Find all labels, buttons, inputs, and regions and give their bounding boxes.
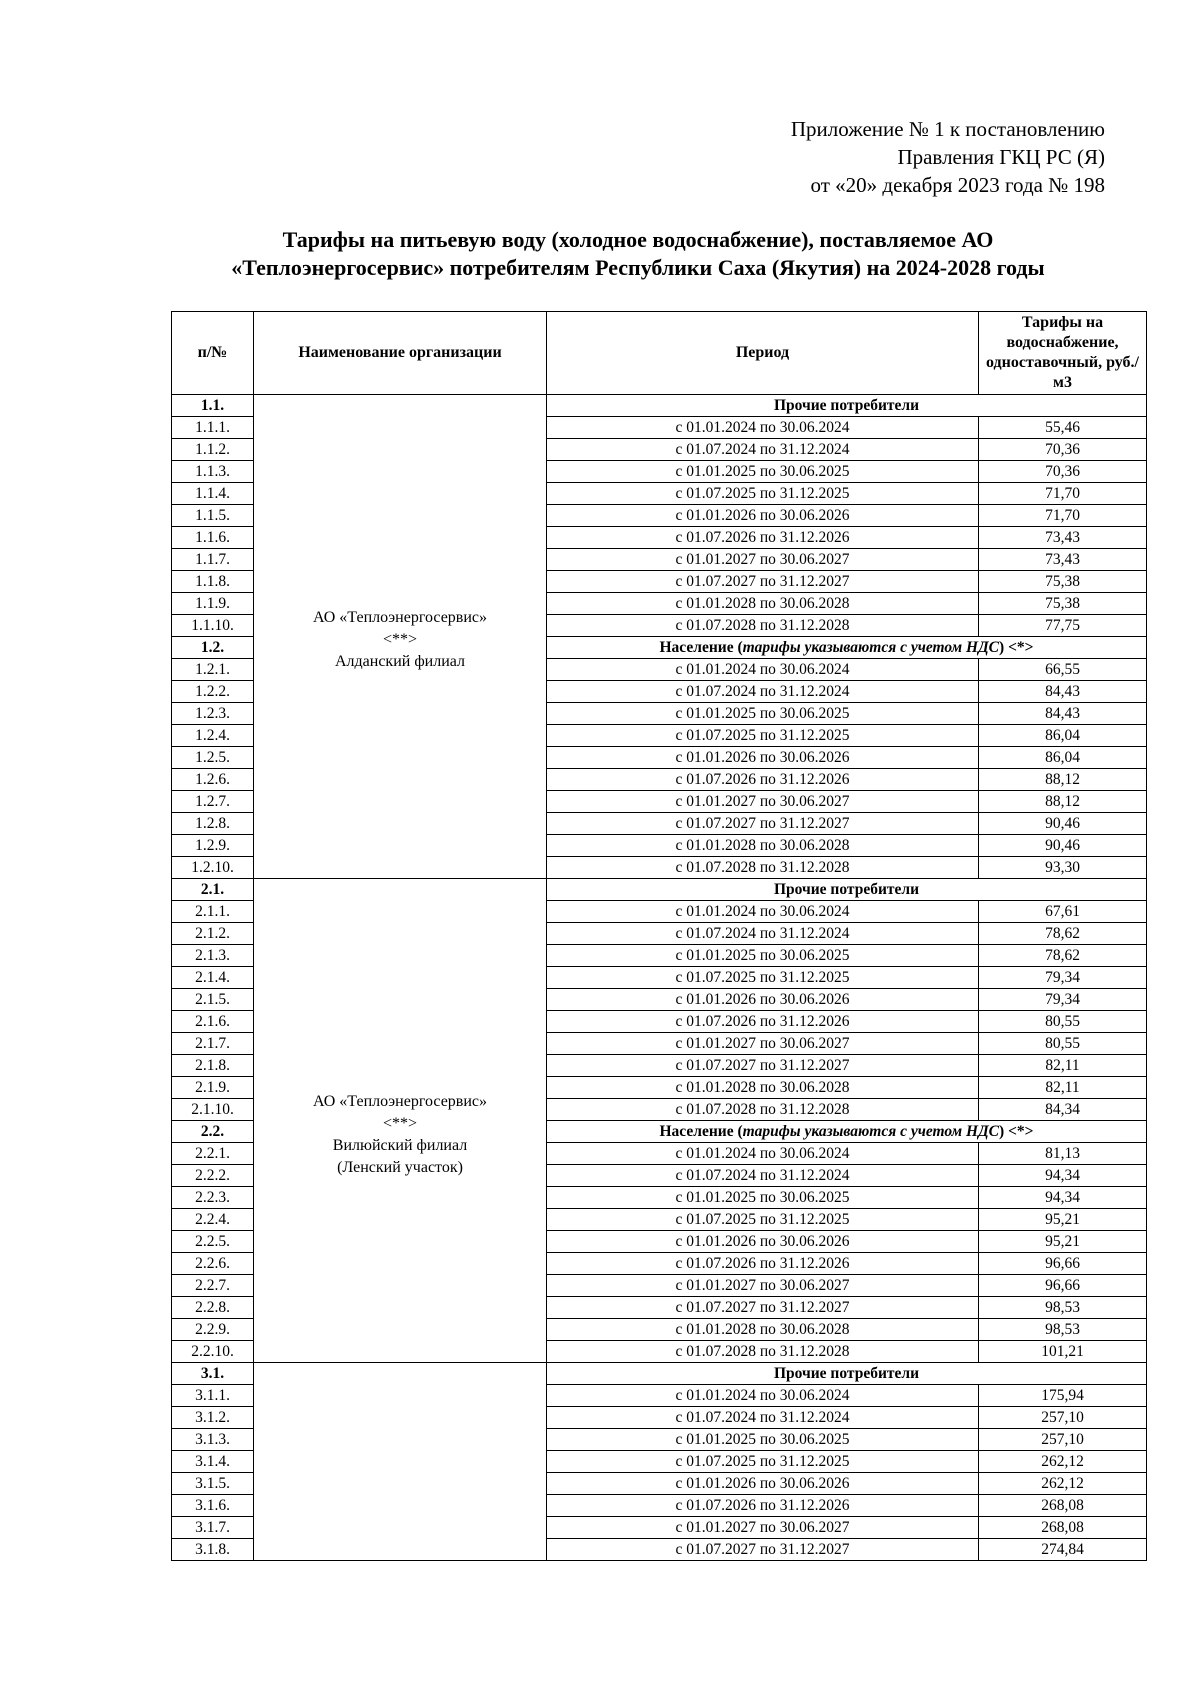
row-number: 3.1.3. bbox=[172, 1429, 254, 1451]
row-number: 1.2.9. bbox=[172, 835, 254, 857]
header-org: Наименование организации bbox=[254, 312, 547, 395]
period-cell: с 01.07.2028 по 31.12.2028 bbox=[547, 615, 979, 637]
tariff-value: 81,13 bbox=[979, 1143, 1147, 1165]
row-number: 1.2.1. bbox=[172, 659, 254, 681]
row-number: 1.2.10. bbox=[172, 857, 254, 879]
tariff-value: 70,36 bbox=[979, 461, 1147, 483]
row-number: 3.1.6. bbox=[172, 1495, 254, 1517]
tariff-value: 96,66 bbox=[979, 1275, 1147, 1297]
period-cell: с 01.01.2026 по 30.06.2026 bbox=[547, 1231, 979, 1253]
tariff-value: 71,70 bbox=[979, 483, 1147, 505]
header-num: п/№ bbox=[172, 312, 254, 395]
row-number: 1.1.6. bbox=[172, 527, 254, 549]
section-label-note: тарифы указываются с учетом НДС bbox=[742, 638, 1000, 656]
row-number: 3.1.8. bbox=[172, 1539, 254, 1561]
tariff-value: 70,36 bbox=[979, 439, 1147, 461]
tariff-value: 78,62 bbox=[979, 923, 1147, 945]
tariff-value: 73,43 bbox=[979, 527, 1147, 549]
row-number: 2.2.3. bbox=[172, 1187, 254, 1209]
period-cell: с 01.01.2024 по 30.06.2024 bbox=[547, 901, 979, 923]
period-cell: с 01.01.2027 по 30.06.2027 bbox=[547, 549, 979, 571]
tariff-value: 86,04 bbox=[979, 725, 1147, 747]
tariff-value: 98,53 bbox=[979, 1297, 1147, 1319]
row-number: 2.2.10. bbox=[172, 1341, 254, 1363]
tariff-value: 274,84 bbox=[979, 1539, 1147, 1561]
period-cell: с 01.01.2025 по 30.06.2025 bbox=[547, 945, 979, 967]
row-number: 3.1.1. bbox=[172, 1385, 254, 1407]
appendix-line: от «20» декабря 2023 года № 198 bbox=[810, 173, 1105, 197]
section-label-main: Население ( bbox=[659, 1122, 743, 1140]
section-number: 1.1. bbox=[172, 395, 254, 417]
header-period: Период bbox=[547, 312, 979, 395]
header-tariff: Тарифы на водоснабжение, одноставочный, руб./м3 bbox=[979, 312, 1147, 395]
period-cell: с 01.01.2025 по 30.06.2025 bbox=[547, 461, 979, 483]
period-cell: с 01.07.2027 по 31.12.2027 bbox=[547, 571, 979, 593]
tariff-value: 55,46 bbox=[979, 417, 1147, 439]
tariff-value: 96,66 bbox=[979, 1253, 1147, 1275]
period-cell: с 01.07.2027 по 31.12.2027 bbox=[547, 1539, 979, 1561]
tariff-value: 175,94 bbox=[979, 1385, 1147, 1407]
period-cell: с 01.07.2026 по 31.12.2026 bbox=[547, 527, 979, 549]
period-cell: с 01.07.2024 по 31.12.2024 bbox=[547, 681, 979, 703]
row-number: 1.2.3. bbox=[172, 703, 254, 725]
tariff-value: 101,21 bbox=[979, 1341, 1147, 1363]
tariff-value: 80,55 bbox=[979, 1033, 1147, 1055]
period-cell: с 01.01.2025 по 30.06.2025 bbox=[547, 703, 979, 725]
title-line: Тарифы на питьевую воду (холодное водоснабжение), поставляемое АО bbox=[282, 227, 994, 252]
row-number: 3.1.5. bbox=[172, 1473, 254, 1495]
tariff-value: 75,38 bbox=[979, 571, 1147, 593]
tariff-value: 94,34 bbox=[979, 1187, 1147, 1209]
tariff-value: 86,04 bbox=[979, 747, 1147, 769]
period-cell: с 01.01.2025 по 30.06.2025 bbox=[547, 1187, 979, 1209]
period-cell: с 01.01.2027 по 30.06.2027 bbox=[547, 1517, 979, 1539]
organization-cell bbox=[254, 879, 547, 1363]
period-cell: с 01.07.2025 по 31.12.2025 bbox=[547, 483, 979, 505]
organization-line: АО «Теплоэнергосервис» bbox=[312, 609, 488, 626]
row-number: 3.1.7. bbox=[172, 1517, 254, 1539]
period-cell: с 01.01.2028 по 30.06.2028 bbox=[547, 1077, 979, 1099]
tariff-value: 71,70 bbox=[979, 505, 1147, 527]
row-number: 2.1.5. bbox=[172, 989, 254, 1011]
organization-line: Алданский филиал bbox=[334, 653, 466, 670]
period-cell: с 01.01.2025 по 30.06.2025 bbox=[547, 1429, 979, 1451]
tariff-value: 262,12 bbox=[979, 1473, 1147, 1495]
row-number: 1.2.8. bbox=[172, 813, 254, 835]
tariff-value: 268,08 bbox=[979, 1517, 1147, 1539]
title-line: «Теплоэнергосервис» потребителям Республики Саха (Якутия) на 2024-2028 годы bbox=[231, 255, 1045, 280]
period-cell: с 01.01.2026 по 30.06.2026 bbox=[547, 1473, 979, 1495]
section-label-tail: ) <*> bbox=[999, 1122, 1034, 1140]
tariff-value: 84,34 bbox=[979, 1099, 1147, 1121]
period-cell: с 01.01.2024 по 30.06.2024 bbox=[547, 1143, 979, 1165]
period-cell: с 01.01.2026 по 30.06.2026 bbox=[547, 989, 979, 1011]
section-label-main: Население ( bbox=[659, 638, 743, 656]
row-number: 2.2.2. bbox=[172, 1165, 254, 1187]
row-number: 2.1.3. bbox=[172, 945, 254, 967]
period-cell: с 01.01.2027 по 30.06.2027 bbox=[547, 1275, 979, 1297]
period-cell: с 01.07.2028 по 31.12.2028 bbox=[547, 1341, 979, 1363]
period-cell: с 01.07.2024 по 31.12.2024 bbox=[547, 1407, 979, 1429]
tariff-value: 88,12 bbox=[979, 791, 1147, 813]
period-cell: с 01.07.2025 по 31.12.2025 bbox=[547, 725, 979, 747]
row-number: 1.1.1. bbox=[172, 417, 254, 439]
section-number: 3.1. bbox=[172, 1363, 254, 1385]
row-number: 1.1.8. bbox=[172, 571, 254, 593]
tariff-value: 262,12 bbox=[979, 1451, 1147, 1473]
tariff-value: 82,11 bbox=[979, 1055, 1147, 1077]
row-number: 2.1.6. bbox=[172, 1011, 254, 1033]
period-cell: с 01.01.2028 по 30.06.2028 bbox=[547, 593, 979, 615]
row-number: 1.2.6. bbox=[172, 769, 254, 791]
tariff-value: 88,12 bbox=[979, 769, 1147, 791]
organization-line: <**> bbox=[382, 631, 418, 648]
row-number: 3.1.2. bbox=[172, 1407, 254, 1429]
tariff-value: 77,75 bbox=[979, 615, 1147, 637]
tariff-table-body bbox=[172, 395, 1147, 1561]
tariff-value: 79,34 bbox=[979, 967, 1147, 989]
tariff-table bbox=[171, 311, 1147, 1561]
organization-line: АО «Теплоэнергосервис» bbox=[312, 1093, 488, 1110]
tariff-value: 90,46 bbox=[979, 813, 1147, 835]
section-number: 2.1. bbox=[172, 879, 254, 901]
period-cell: с 01.07.2025 по 31.12.2025 bbox=[547, 1451, 979, 1473]
section-row bbox=[172, 879, 1147, 901]
document-title bbox=[0, 226, 1200, 282]
period-cell: с 01.01.2027 по 30.06.2027 bbox=[547, 791, 979, 813]
row-number: 1.1.10. bbox=[172, 615, 254, 637]
section-label: Прочие потребители bbox=[547, 1363, 1147, 1385]
period-cell: с 01.07.2024 по 31.12.2024 bbox=[547, 439, 979, 461]
period-cell: с 01.07.2026 по 31.12.2026 bbox=[547, 1011, 979, 1033]
row-number: 2.1.9. bbox=[172, 1077, 254, 1099]
section-label bbox=[547, 1121, 1147, 1143]
row-number: 1.1.5. bbox=[172, 505, 254, 527]
row-number: 2.2.9. bbox=[172, 1319, 254, 1341]
row-number: 1.2.5. bbox=[172, 747, 254, 769]
period-cell: с 01.01.2024 по 30.06.2024 bbox=[547, 1385, 979, 1407]
row-number: 2.1.2. bbox=[172, 923, 254, 945]
section-number: 1.2. bbox=[172, 637, 254, 659]
tariff-value: 84,43 bbox=[979, 681, 1147, 703]
period-cell: с 01.01.2028 по 30.06.2028 bbox=[547, 835, 979, 857]
section-label: Прочие потребители bbox=[547, 879, 1147, 901]
appendix-header bbox=[791, 115, 1105, 199]
row-number: 1.2.2. bbox=[172, 681, 254, 703]
row-number: 2.2.6. bbox=[172, 1253, 254, 1275]
row-number: 1.1.2. bbox=[172, 439, 254, 461]
period-cell: с 01.07.2028 по 31.12.2028 bbox=[547, 857, 979, 879]
organization-cell bbox=[254, 395, 547, 879]
period-cell: с 01.07.2024 по 31.12.2024 bbox=[547, 1165, 979, 1187]
period-cell: с 01.07.2026 по 31.12.2026 bbox=[547, 1495, 979, 1517]
tariff-value: 84,43 bbox=[979, 703, 1147, 725]
tariff-value: 82,11 bbox=[979, 1077, 1147, 1099]
organization-cell bbox=[254, 1363, 547, 1561]
tariff-value: 73,43 bbox=[979, 549, 1147, 571]
section-label bbox=[547, 637, 1147, 659]
tariff-value: 75,38 bbox=[979, 593, 1147, 615]
period-cell: с 01.07.2026 по 31.12.2026 bbox=[547, 769, 979, 791]
row-number: 2.2.1. bbox=[172, 1143, 254, 1165]
period-cell: с 01.07.2028 по 31.12.2028 bbox=[547, 1099, 979, 1121]
organization-line: (Ленский участок) bbox=[337, 1159, 463, 1176]
tariff-value: 95,21 bbox=[979, 1209, 1147, 1231]
period-cell: с 01.01.2026 по 30.06.2026 bbox=[547, 505, 979, 527]
appendix-line: Приложение № 1 к постановлению bbox=[790, 117, 1105, 141]
tariff-value: 257,10 bbox=[979, 1407, 1147, 1429]
period-cell: с 01.01.2028 по 30.06.2028 bbox=[547, 1319, 979, 1341]
tariff-value: 94,34 bbox=[979, 1165, 1147, 1187]
period-cell: с 01.07.2027 по 31.12.2027 bbox=[547, 813, 979, 835]
row-number: 1.1.4. bbox=[172, 483, 254, 505]
row-number: 2.1.1. bbox=[172, 901, 254, 923]
row-number: 2.2.5. bbox=[172, 1231, 254, 1253]
appendix-line: Правления ГКЦ РС (Я) bbox=[897, 145, 1105, 169]
row-number: 2.2.4. bbox=[172, 1209, 254, 1231]
period-cell: с 01.07.2025 по 31.12.2025 bbox=[547, 1209, 979, 1231]
tariff-value: 79,34 bbox=[979, 989, 1147, 1011]
period-cell: с 01.07.2027 по 31.12.2027 bbox=[547, 1297, 979, 1319]
row-number: 2.2.7. bbox=[172, 1275, 254, 1297]
tariff-value: 93,30 bbox=[979, 857, 1147, 879]
tariff-value: 95,21 bbox=[979, 1231, 1147, 1253]
tariff-value: 268,08 bbox=[979, 1495, 1147, 1517]
period-cell: с 01.01.2024 по 30.06.2024 bbox=[547, 659, 979, 681]
row-number: 1.2.7. bbox=[172, 791, 254, 813]
row-number: 1.1.3. bbox=[172, 461, 254, 483]
section-label: Прочие потребители bbox=[547, 395, 1147, 417]
section-row bbox=[172, 1363, 1147, 1385]
period-cell: с 01.07.2026 по 31.12.2026 bbox=[547, 1253, 979, 1275]
organization-line: <**> bbox=[382, 1115, 418, 1132]
tariff-value: 80,55 bbox=[979, 1011, 1147, 1033]
section-label-note: тарифы указываются с учетом НДС bbox=[742, 1122, 1000, 1140]
tariff-value: 90,46 bbox=[979, 835, 1147, 857]
tariff-value: 257,10 bbox=[979, 1429, 1147, 1451]
row-number: 2.1.7. bbox=[172, 1033, 254, 1055]
tariff-value: 67,61 bbox=[979, 901, 1147, 923]
section-row bbox=[172, 395, 1147, 417]
row-number: 2.1.4. bbox=[172, 967, 254, 989]
row-number: 2.1.10. bbox=[172, 1099, 254, 1121]
row-number: 1.1.7. bbox=[172, 549, 254, 571]
row-number: 2.1.8. bbox=[172, 1055, 254, 1077]
row-number: 1.1.9. bbox=[172, 593, 254, 615]
row-number: 1.2.4. bbox=[172, 725, 254, 747]
tariff-value: 66,55 bbox=[979, 659, 1147, 681]
organization-line: Вилюйский филиал bbox=[332, 1137, 468, 1154]
section-label-tail: ) <*> bbox=[999, 638, 1034, 656]
period-cell: с 01.01.2024 по 30.06.2024 bbox=[547, 417, 979, 439]
section-number: 2.2. bbox=[172, 1121, 254, 1143]
row-number: 2.2.8. bbox=[172, 1297, 254, 1319]
tariff-value: 98,53 bbox=[979, 1319, 1147, 1341]
period-cell: с 01.07.2025 по 31.12.2025 bbox=[547, 967, 979, 989]
period-cell: с 01.07.2027 по 31.12.2027 bbox=[547, 1055, 979, 1077]
row-number: 3.1.4. bbox=[172, 1451, 254, 1473]
tariff-value: 78,62 bbox=[979, 945, 1147, 967]
table-header-row bbox=[172, 312, 1147, 395]
period-cell: с 01.01.2027 по 30.06.2027 bbox=[547, 1033, 979, 1055]
period-cell: с 01.01.2026 по 30.06.2026 bbox=[547, 747, 979, 769]
period-cell: с 01.07.2024 по 31.12.2024 bbox=[547, 923, 979, 945]
